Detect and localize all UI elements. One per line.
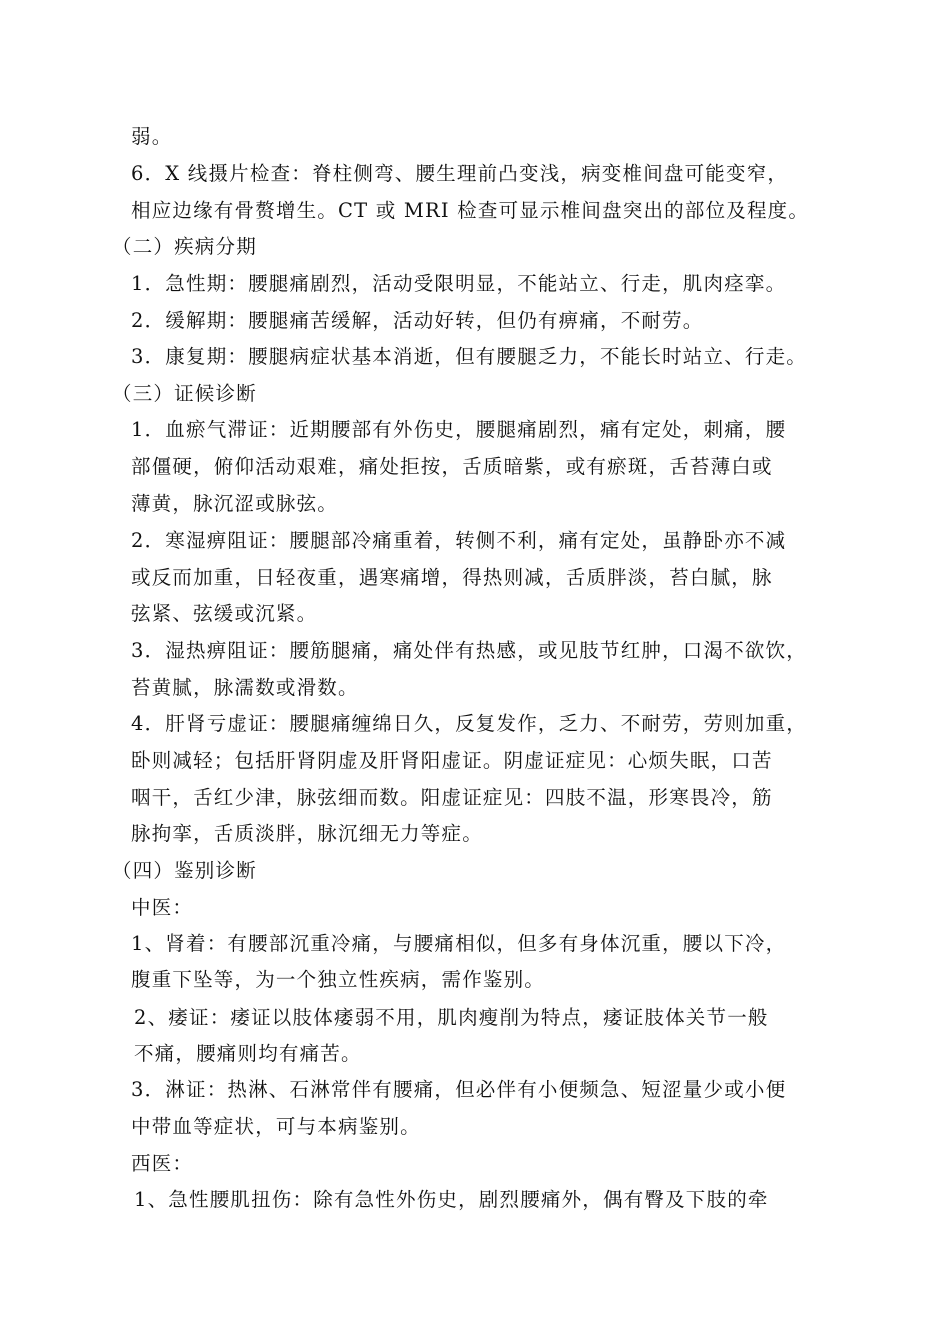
text-line-20: 脉拘挛，舌质淡胖，脉沉细无力等症。 [131, 822, 483, 845]
text-line-19: 咽干，舌红少津，脉弦细而数。阳虚证症见：四肢不温，形寒畏冷，筋 [131, 786, 773, 809]
text-line-30: 1、急性腰肌扭伤：除有急性外伤史，剧烈腰痛外，偶有臀及下肢的牵 [134, 1188, 769, 1211]
text-line-23: 1、肾着：有腰部沉重冷痛，与腰痛相似，但多有身体沉重，腰以下冷， [131, 932, 787, 955]
text-line-25: 2、痿证：痿证以肢体痿弱不用，肌肉瘦削为特点，痿证肢体关节一般 [134, 1006, 769, 1029]
text-line-26: 不痛，腰痛则均有痛苦。 [134, 1042, 362, 1065]
text-line-15: 3．湿热痹阻证：腰筋腿痛，痛处伴有热感，或见肢节红肿，口渴不欲饮， [131, 639, 808, 662]
text-line-13: 或反而加重，日轻夜重，遇寒痛增，得热则减，舌质胖淡，苔白腻，脉 [131, 566, 773, 589]
text-line-14: 弦紧、弦缓或沉紧。 [131, 602, 318, 625]
text-line-28: 中带血等症状，可与本病鉴别。 [131, 1115, 421, 1138]
section-heading-4: （四）鉴别诊断 [112, 859, 257, 882]
text-line-3: 相应边缘有骨赘增生。CT 或 MRI 检查可显示椎间盘突出的部位及程度。 [131, 199, 810, 222]
text-line-29: 西医： [131, 1152, 194, 1175]
text-line-18: 卧则减轻；包括肝肾阴虚及肝肾阳虚证。阴虚证症见：心烦失眠，口苦 [131, 749, 773, 772]
text-line-17: 4．肝肾亏虚证：腰腿痛缠绵日久，反复发作，乏力、不耐劳，劳则加重， [131, 712, 808, 735]
section-heading-3: （三）证候诊断 [112, 382, 257, 405]
text-line-27: 3．淋证：热淋、石淋常伴有腰痛，但必伴有小便频急、短涩量少或小便 [131, 1078, 787, 1101]
text-line-24: 腹重下坠等，为一个独立性疾病，需作鉴别。 [131, 968, 546, 991]
text-line-7: 3．康复期：腰腿病症状基本消逝，但有腰腿乏力，不能长时站立、行走。 [131, 345, 808, 368]
text-line-1: 弱。 [131, 125, 173, 148]
text-line-6: 2．缓解期：腰腿痛苦缓解，活动好转，但仍有痹痛，不耐劳。 [131, 309, 704, 332]
text-line-5: 1．急性期：腰腿痛剧烈，活动受限明显，不能站立、行走，肌肉痉挛。 [131, 272, 787, 295]
text-line-16: 苔黄腻，脉濡数或滑数。 [131, 676, 359, 699]
text-line-2: 6．X 线摄片检查：脊柱侧弯、腰生理前凸变浅，病变椎间盘可能变窄， [131, 162, 789, 185]
section-heading-2: （二）疾病分期 [112, 235, 257, 258]
text-line-22: 中医： [131, 896, 194, 919]
text-line-9: 1．血瘀气滞证：近期腰部有外伤史，腰腿痛剧烈，痛有定处，刺痛，腰 [131, 418, 787, 441]
text-line-11: 薄黄，脉沉涩或脉弦。 [131, 492, 339, 515]
text-line-12: 2．寒湿痹阻证：腰腿部冷痛重着，转侧不利，痛有定处，虽静卧亦不减 [131, 529, 787, 552]
text-line-10: 部僵硬，俯仰活动艰难，痛处拒按，舌质暗紫，或有瘀斑，舌苔薄白或 [131, 455, 773, 478]
